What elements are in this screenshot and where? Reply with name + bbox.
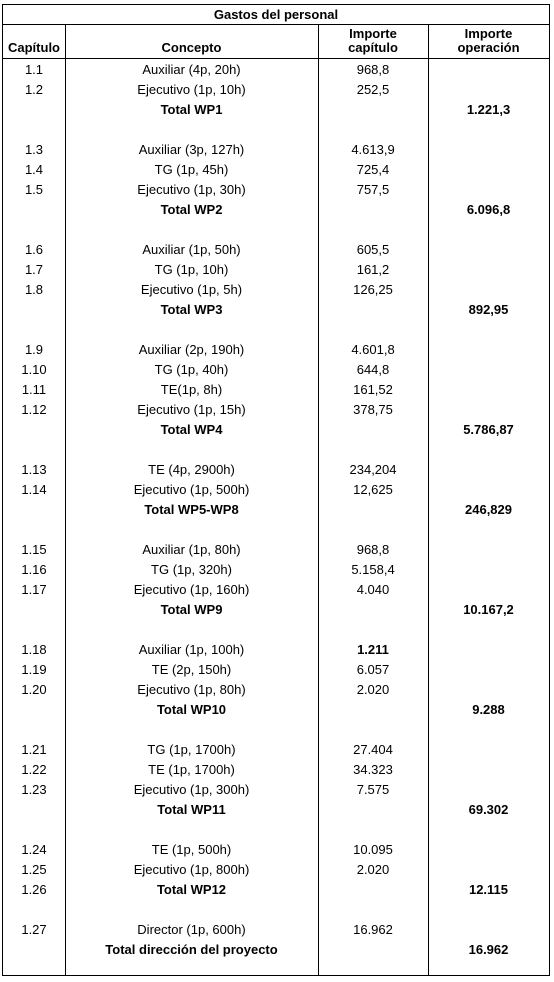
- table-row: [3, 480, 549, 500]
- table-row: [3, 640, 549, 660]
- cell-capitulo: [3, 420, 65, 440]
- cell-concepto: Director (1p, 600h): [137, 922, 246, 937]
- cell-importe-capitulo: 2.020: [356, 862, 390, 877]
- cell-concepto: Auxiliar (2p, 190h): [138, 342, 245, 357]
- cell-importe-operacion: 1.221,3: [466, 102, 511, 117]
- cell-concepto: Ejecutivo (1p, 160h): [133, 582, 250, 597]
- table-row: [3, 660, 549, 680]
- cell-concepto: Total WP9: [160, 602, 223, 617]
- cell-importe-capitulo: 968,8: [356, 542, 390, 557]
- cell-capitulo: 1.23: [21, 782, 47, 797]
- cell-importe-capitulo: 12,625: [353, 482, 393, 497]
- cell-importe-operacion: [428, 760, 549, 780]
- spacer-row: [3, 440, 549, 460]
- cell-concepto: TE (1p, 500h): [151, 842, 232, 857]
- table-row: [3, 140, 549, 160]
- cell-capitulo: 1.11: [21, 382, 47, 397]
- header-importe-operacion-line2: operación: [457, 40, 520, 55]
- cell-concepto: Total WP4: [160, 422, 223, 437]
- cell-importe-operacion: 246,829: [465, 502, 512, 517]
- cell-capitulo: [3, 700, 65, 720]
- cell-capitulo: 1.25: [21, 862, 47, 877]
- header-divider: [3, 58, 549, 59]
- cell-capitulo: 1.14: [21, 482, 47, 497]
- cell-capitulo: 1.19: [21, 662, 47, 677]
- cell-importe-operacion: [428, 360, 549, 380]
- spacer-row: [3, 820, 549, 840]
- cell-importe-capitulo: [318, 300, 428, 320]
- cell-importe-operacion: [428, 780, 549, 800]
- cell-importe-operacion: [428, 580, 549, 600]
- spacer-row: [3, 520, 549, 540]
- cell-importe-capitulo: [318, 420, 428, 440]
- cell-importe-capitulo: 4.040: [356, 582, 390, 597]
- spacer-row: [3, 220, 549, 240]
- cell-capitulo: 1.27: [21, 922, 47, 937]
- cell-importe-capitulo: 161,2: [356, 262, 390, 277]
- cell-importe-capitulo: 725,4: [356, 162, 390, 177]
- cell-concepto: TE (4p, 2900h): [148, 462, 235, 477]
- cell-concepto: Ejecutivo (1p, 500h): [133, 482, 250, 497]
- table-row: [3, 860, 549, 880]
- cell-importe-capitulo: 378,75: [353, 402, 393, 417]
- table-row: [3, 340, 549, 360]
- cell-capitulo: 1.12: [21, 402, 47, 417]
- cell-capitulo: 1.1: [24, 62, 44, 77]
- cell-concepto: Total WP10: [156, 702, 227, 717]
- cell-capitulo: [3, 940, 65, 960]
- table-row: [3, 380, 549, 400]
- cell-importe-operacion: 9.288: [472, 702, 505, 717]
- cell-importe-operacion: 69.302: [468, 802, 509, 817]
- cell-capitulo: [3, 300, 65, 320]
- spacer-row: [3, 320, 549, 340]
- total-row: [3, 500, 549, 520]
- cell-importe-capitulo: 5.158,4: [351, 562, 395, 577]
- cell-concepto: Auxiliar (4p, 20h): [142, 62, 241, 77]
- cell-concepto: Total WP12: [156, 882, 227, 897]
- cell-concepto: Auxiliar (1p, 50h): [142, 242, 241, 257]
- cell-importe-operacion: [428, 920, 549, 940]
- cell-importe-operacion: 892,95: [468, 302, 509, 317]
- spacer-row: [3, 620, 549, 640]
- cell-capitulo: [3, 200, 65, 220]
- cell-importe-capitulo: 34.323: [353, 762, 393, 777]
- cell-importe-operacion: 6.096,8: [466, 202, 511, 217]
- table-row: [3, 80, 549, 100]
- cell-concepto: Ejecutivo (1p, 5h): [140, 282, 243, 297]
- table-row: [3, 540, 549, 560]
- cell-importe-operacion: [428, 60, 549, 80]
- cell-importe-operacion: [428, 480, 549, 500]
- cell-importe-operacion: 10.167,2: [463, 602, 514, 617]
- cell-importe-capitulo: [318, 880, 428, 900]
- cell-importe-operacion: 5.786,87: [463, 422, 514, 437]
- header-importe-capitulo: [318, 27, 428, 55]
- total-row: [3, 300, 549, 320]
- header-importe-operacion-line1: Importe: [464, 26, 513, 41]
- table-row: [3, 760, 549, 780]
- cell-capitulo: 1.10: [21, 362, 47, 377]
- cell-capitulo: 1.18: [21, 642, 47, 657]
- cell-importe-capitulo: [318, 940, 428, 960]
- cell-concepto: TG (1p, 40h): [154, 362, 229, 377]
- total-row: [3, 880, 549, 900]
- table-row: [3, 780, 549, 800]
- cell-importe-operacion: [428, 400, 549, 420]
- table-row: [3, 580, 549, 600]
- cell-concepto: Ejecutivo (1p, 800h): [133, 862, 250, 877]
- total-row: [3, 600, 549, 620]
- table-row: [3, 260, 549, 280]
- cell-concepto: Ejecutivo (1p, 30h): [137, 182, 246, 197]
- cell-concepto: TE (1p, 1700h): [148, 762, 235, 777]
- header-capitulo: Capítulo: [8, 40, 60, 55]
- cell-importe-operacion: [428, 80, 549, 100]
- cell-capitulo: 1.21: [21, 742, 47, 757]
- header-importe-capitulo-line2: capítulo: [348, 40, 398, 55]
- cell-importe-capitulo: 27.404: [353, 742, 393, 757]
- cell-capitulo: 1.3: [24, 142, 44, 157]
- cell-importe-capitulo: 605,5: [356, 242, 390, 257]
- cell-concepto: Auxiliar (3p, 127h): [138, 142, 245, 157]
- cell-capitulo: [3, 100, 65, 120]
- table-row: [3, 360, 549, 380]
- cell-importe-operacion: [428, 280, 549, 300]
- cell-capitulo: 1.2: [24, 82, 44, 97]
- cell-importe-operacion: [428, 660, 549, 680]
- cell-importe-capitulo: 2.020: [356, 682, 390, 697]
- cell-importe-operacion: [428, 860, 549, 880]
- cell-importe-capitulo: 161,52: [353, 382, 393, 397]
- cell-importe-operacion: [428, 640, 549, 660]
- cell-concepto: Total dirección del proyecto: [105, 942, 278, 957]
- table-row: [3, 560, 549, 580]
- cell-importe-capitulo: [318, 600, 428, 620]
- total-row: [3, 420, 549, 440]
- table-row: [3, 240, 549, 260]
- table-row: [3, 400, 549, 420]
- cell-concepto: TG (1p, 1700h): [147, 742, 236, 757]
- personnel-costs-table: [2, 4, 550, 976]
- spacer-row: [3, 120, 549, 140]
- cell-capitulo: 1.24: [21, 842, 47, 857]
- cell-capitulo: [3, 500, 65, 520]
- cell-capitulo: [3, 800, 65, 820]
- cell-concepto: Auxiliar (1p, 100h): [138, 642, 245, 657]
- cell-importe-operacion: [428, 260, 549, 280]
- header-importe-operacion: [428, 27, 549, 55]
- cell-importe-capitulo: 1.211: [357, 642, 389, 657]
- cell-importe-operacion: [428, 460, 549, 480]
- cell-importe-operacion: [428, 680, 549, 700]
- table-row: [3, 680, 549, 700]
- cell-capitulo: 1.5: [24, 182, 44, 197]
- cell-capitulo: 1.16: [21, 562, 47, 577]
- cell-concepto: Total WP1: [160, 102, 223, 117]
- cell-importe-operacion: [428, 240, 549, 260]
- table-row: [3, 920, 549, 940]
- spacer-row: [3, 720, 549, 740]
- cell-importe-capitulo: 252,5: [356, 82, 390, 97]
- cell-capitulo: 1.9: [24, 342, 44, 357]
- cell-importe-capitulo: 968,8: [356, 62, 390, 77]
- cell-importe-operacion: [428, 340, 549, 360]
- table-row: [3, 60, 549, 80]
- cell-concepto: Total WP5-WP8: [144, 502, 239, 517]
- cell-capitulo: 1.8: [24, 282, 44, 297]
- cell-importe-capitulo: [318, 700, 428, 720]
- cell-capitulo: 1.13: [21, 462, 47, 477]
- cell-importe-operacion: [428, 540, 549, 560]
- cell-importe-capitulo: 234,204: [349, 462, 397, 477]
- cell-concepto: TE (2p, 150h): [151, 662, 232, 677]
- cell-capitulo: 1.20: [21, 682, 47, 697]
- table-title: Gastos del personal: [3, 5, 549, 25]
- cell-importe-capitulo: 126,25: [353, 282, 393, 297]
- cell-importe-capitulo: 757,5: [356, 182, 390, 197]
- total-row: [3, 100, 549, 120]
- cell-importe-operacion: [428, 740, 549, 760]
- cell-importe-operacion: [428, 560, 549, 580]
- cell-importe-capitulo: 10.095: [353, 842, 393, 857]
- cell-importe-operacion: [428, 180, 549, 200]
- cell-concepto: Ejecutivo (1p, 15h): [137, 402, 246, 417]
- cell-importe-operacion: 12.115: [468, 882, 509, 897]
- total-row: [3, 700, 549, 720]
- cell-concepto: TG (1p, 320h): [151, 562, 232, 577]
- cell-importe-capitulo: 7.575: [356, 782, 390, 797]
- cell-concepto: Ejecutivo (1p, 10h): [137, 82, 246, 97]
- cell-concepto: Ejecutivo (1p, 80h): [137, 682, 246, 697]
- cell-capitulo: 1.7: [24, 262, 44, 277]
- table-body: [3, 60, 549, 960]
- cell-importe-operacion: [428, 840, 549, 860]
- cell-importe-capitulo: 644,8: [356, 362, 390, 377]
- cell-concepto: Auxiliar (1p, 80h): [142, 542, 241, 557]
- cell-concepto: TG (1p, 10h): [154, 262, 229, 277]
- spacer-row: [3, 900, 549, 920]
- table-row: [3, 840, 549, 860]
- table-row: [3, 280, 549, 300]
- table-row: [3, 460, 549, 480]
- cell-concepto: Total WP2: [160, 202, 223, 217]
- table-row: [3, 160, 549, 180]
- total-row: [3, 800, 549, 820]
- total-row: [3, 940, 549, 960]
- cell-importe-capitulo: 16.962: [353, 922, 393, 937]
- cell-concepto: Ejecutivo (1p, 300h): [133, 782, 250, 797]
- cell-capitulo: 1.6: [24, 242, 44, 257]
- cell-importe-capitulo: 4.601,8: [351, 342, 395, 357]
- header-concepto: Concepto: [161, 40, 222, 55]
- cell-capitulo: 1.4: [24, 162, 44, 177]
- cell-importe-capitulo: [318, 100, 428, 120]
- cell-concepto: TG (1p, 45h): [154, 162, 229, 177]
- cell-capitulo: 1.26: [21, 882, 47, 897]
- cell-importe-operacion: [428, 140, 549, 160]
- cell-capitulo: 1.17: [21, 582, 47, 597]
- cell-importe-operacion: [428, 160, 549, 180]
- cell-importe-capitulo: 6.057: [356, 662, 390, 677]
- cell-concepto: Total WP11: [157, 802, 226, 817]
- total-row: [3, 200, 549, 220]
- cell-importe-capitulo: 4.613,9: [351, 142, 395, 157]
- cell-importe-capitulo: [318, 200, 428, 220]
- cell-importe-operacion: 16.962: [468, 942, 509, 957]
- cell-capitulo: 1.22: [21, 762, 47, 777]
- cell-importe-capitulo: [318, 500, 428, 520]
- cell-importe-operacion: [428, 380, 549, 400]
- table-row: [3, 180, 549, 200]
- cell-concepto: Total WP3: [160, 302, 223, 317]
- cell-capitulo: [3, 600, 65, 620]
- header-importe-capitulo-line1: Importe: [349, 26, 397, 41]
- table-row: [3, 740, 549, 760]
- cell-capitulo: 1.15: [21, 542, 47, 557]
- cell-importe-capitulo: [318, 800, 428, 820]
- cell-concepto: TE(1p, 8h): [160, 382, 223, 397]
